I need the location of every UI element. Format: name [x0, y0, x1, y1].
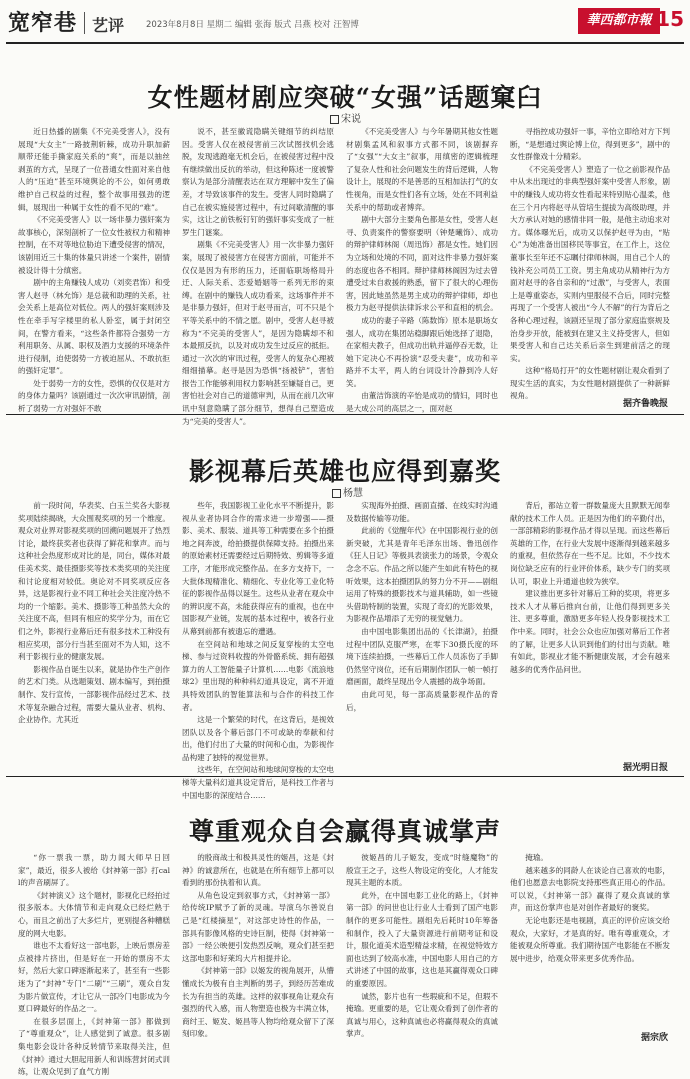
page-number: 15 — [656, 7, 684, 31]
article-divider — [6, 414, 684, 415]
paragraph: 剧中的主角赚钱人成功（刘奕君饰）和受害人赵寻（林允饰）是总裁和助理的关系，社会关系上是高位对低位。两人的强奸案则涉及性在牵手写字楼里的私人卧室，属于封闭空间，在警方看来，“这些条件都符合强势一方利用职务、从属、职权及酒力支援的环境条件进行侵制，迫使弱势一方被迫屈从、不敢抗拒的强奸定罪”。 — [18, 278, 170, 376]
paragraph: 从角色设定到叙事方式，《封神第一部》给传统IP赋予了新的灵魂。导演乌尔善说自己是“红楼摘星”，对这部史诗性的作品，一部具有影像风格的史诗巨制，使得《封神第一部》一经公映便引发热烈反响，观众们甚至把这部电影和好莱坞大片相提并论。 — [182, 890, 334, 963]
paragraph: 《不完美受害人》以一场非暴力强奸案为故事核心，深刻剖析了一位女性被权力和精神控制，在不对等地位胁迫下遭受侵害的情况，该剧用近三十集的体量只讲述一个案件，剧情被设计得十分缜密。 — [18, 215, 170, 275]
paragraph: 《不完美受害人》塑造了一位之前影视作品中从未出现过的非典型强奸案中受害人形象，剧中的赚钱人成功将女性看起来特别贴心温柔，他在三个月内将赵寻从管培生提拔为高级助理，并大方承认对她的感情非同一般，是他主动追求对方。媒体曝光后，成功又以保护赵寻为由，“贴心”为她准备出国移民等事宜，在工作上，这位董事长至年还不忘瞩付律师林阁，用自己个人的钱补充公司员工工资。男主角成功从精神行为方面对赵寻的各自亲和的“过激”，与受害人，表面上是尊重姿态，实则内里服侵不合后，同时完整再现了一个受害人被出“今人不解”的行为背后之各种心理过程，该剧还呈现了部分家庭监察规及治身步开放，能被到在建又主义持受害人，但如果受害人和自己达关系后亲生到建前活之的现实。 — [510, 164, 670, 363]
article-1-column-4 — [510, 126, 670, 401]
paragraph: 由中国电影集团出品的《长津湖》，拍摄过程中团队克服严寒，在零下30摄氏度的环境下连续拍摄，一些幕后工作人员冻伤了手脚仍然坚守岗位，还有后期制作团队一帧一帧打磨画面，最终呈现出令人震撼的战争场面。 — [346, 626, 498, 687]
paragraph: 处于弱势一方的女性，恐惧的仅仅是对方的身体力量吗？该剧通过一次次审讯剧情，剖析了弱势一方对强奸不敢 — [18, 378, 170, 414]
paragraph: 此前的《觉醒年代》在中国影视行业的创新突破，尤其是青年毛泽东出场、鲁迅创作《狂人日记》等极具表演张力的场景，令观众念念不忘。作品之所以能产生如此有特色的视听效果，这本拍摄团队的努力分不开——剧组运用了特殊的摄影技术与道具辅助，如一些镜头借助特制的装置，实现了奇幻的光影效果，为影视作品增添了无穷的视觉魅力。 — [346, 526, 498, 624]
article-1-column-1 — [18, 126, 170, 414]
paragraph: 些年，我国影视工业化水平不断提升，影视从业者协同合作的需求进一步增强——摄影、美术、服装、道具等工种需要在多个拍摄地之间奔波，给拍摄提供保障支持。拍摄出来的原始素材还需要经过后期特效、剪辑等多道工序，才能形成完整作品。在多方支持下，一大批体现精准化、精细化、专业化等工业化特征的影视作品得以诞生。这些从业者在观众中的辨识度不高，未能获得应有的重视，也在中国影视产业链，发展的基本过程中，被各行业从幕到前都有被遗忘的遭遇。 — [182, 501, 334, 636]
paragraph: 在很多层面上，《封神第一部》都做到了“尊重观众”，让人感觉到了诚意。很多剧集电影会设计各种反转情节来取得关注，但《封神》通过大胆起用新人和训练营封闭式训练，让观众见到了血气方刚 — [18, 1016, 170, 1077]
paragraph: “你一票我一票，助力闻大师早日回家”，最近，很多人被给《封神第一部》打call的声音刷屏了。 — [18, 853, 170, 888]
paragraph: 越来越多的同龄人在谈论自己喜欢的电影，他们也愿意去电影院支持那些真正用心的作品。可以说，《封神第一部》赢得了观众真诚的掌声，而这份掌声也是对创作者最好的褒奖。 — [510, 865, 670, 913]
paragraph: 《封神第一部》以姬发的视角展开，从懵懂成长为极有自主判断的男子，到经历苦难成长为有担当的英雄。这样的叙事视角让观众有强烈的代入感，而人物塑造也极为丰满立体，商纣王、姬发、姬昌等人物均给观众留下了深刻印象。 — [182, 966, 334, 1039]
header-divider — [84, 12, 85, 34]
paragraph: 诚然，影片也有一些瑕疵和不足，但瑕不掩瑜。更重要的是，它让观众看到了创作者的真诚与用心，这种真诚也必将赢得观众的真诚掌声。 — [346, 991, 498, 1039]
paragraph: 成功的妻子辛路（陈数饰）原本是职场女强人，成功在集团站稳脚跟后她选择了退隐，在家相夫教子，但成功出轨并逼停吞无数，让她下定决心不再扮演“忍受夫妻”，成功和辛路并不太平，两人的台词设计冷静到冷人好笑。 — [346, 315, 498, 388]
paragraph: 此外，在中国电影工业化的路上，《封神第一部》的问世也让行业人士看到了国产电影制作的更多可能性。剧组先后耗时10年筹备和制作，投入了大量资源进行前期考证和设计，服化道美术造型精益求精，在视觉特效方面也达到了较高水准，中国电影人用自己的方式讲述了中国的故事，这也是其赢得观众口碑的重要原因。 — [346, 890, 498, 988]
paragraph: 剧中大部分主要角色都是女性，受害人赵寻、负责案件的警察要明（钟楚曦饰）、成功的辩护律师林阁（周迅饰）都是女性。她们因为立场和处境的不同，面对这件非暴力强奸案的态度也各不相同。辩护律师林阁因为过去曾遭受过未自救援的熟悉，留下了很大的心理伤害，因此她虽然是男主成功的辩护律师，却也极力为赵寻提供法律诉求公平和直相的机会。 — [346, 215, 498, 313]
paragraph: 近日热播的剧集《不完美受害人》，没有展现“大女主”一路披荆斩棘，成功升职加薪顺带还能手撕家庭关系的“爽”，而是以抽丝剥茧的方式，呈现了一位普通女性面对来自他人的“压迫”甚至环境舆论的不公，如何勇敢维护自己权益的过程，整个故事用强劲的逻辑，展现出一种属于女性的看不见的“难”。 — [18, 127, 170, 212]
paragraph: 无论电影还是电视剧，真正的评价应该交给观众，大家好，才是真的好。唯有尊重观众，才能被观众所尊重。我们期待国产电影能在不断发展中进步，给观众带来更多优秀作品。 — [510, 915, 670, 963]
article-2-byline: 杨慧 — [332, 484, 363, 499]
section-name: 艺评 — [92, 16, 125, 35]
paragraph: 背后，都站立着一群数量庞大且默默无闻奉献的技术工作人员。正是因为他们的辛勤付出，一部部精彩的影视作品才得以呈现。而这些幕后英雄的工作，在行业大发展中逐渐得到越来越多的重视，但依然存在一些不足。比如，不少技术岗位缺乏应有的行业评价体系，缺少专门的奖项认可，职业上升通道也较为狭窄。 — [510, 501, 670, 586]
dateline: 2023年8月8日 星期二 编辑 张海 版式 吕燕 校对 汪智博 — [146, 20, 359, 30]
article-2-headline: 影视幕后英雄也应得到嘉奖 — [188, 457, 501, 486]
article-3-source-credit: 据宗欣 — [640, 1033, 668, 1043]
article-divider — [6, 776, 684, 777]
paragraph: 建议推出更多针对幕后工种的奖项，将更多技术人才从幕后推向台前，让他们得到更多关注、更多尊重，激励更多年轻人投身影视技术工作中来。同时，社会公众也应加强对幕后工作者的了解，让更多人认识到他们的付出与贡献。唯有如此，影视业才能不断健康发展，才会有越来越多的优秀作品问世。 — [510, 589, 670, 674]
page-header — [0, 0, 690, 42]
article-3-column-4 — [510, 852, 670, 1024]
paragraph: 的殷商战士和极具灵性的姬昌，这是《封神》的诚意所在，也就是在所有细节上都可以看到的那份执着和认真。 — [182, 853, 334, 888]
paragraph: 谁也不太看好这一部电影，上映后票房差点被排片挤出，但是好在一开始的票房不太好，然后大家口碑逐渐起来了，甚至有一些影迷为了“封神”专门“二刷”“三刷”，观众自发为影片做宣传，才让它从一部冷门电影成为今夏口碑最好的作品之一。 — [18, 941, 170, 1014]
article-2-column-3 — [346, 500, 498, 768]
paragraph: 由此可见，每一部高质量影视作品的背后， — [346, 689, 498, 712]
paragraph: 这是一个繁荣的时代，在这背后，是视效团队以及各个幕后部门不可或缺的奉献和付出，他们付出了大量的时间和心血，为影视作品构建了独特的视觉世界。 — [182, 715, 334, 762]
paragraph: 说不，甚至徽谎隐瞒关键细节的纠结原因。受害人仅在被侵害前三次试图找机会逃脱，发现逃跑毫无机会后，在被侵害过程中没有继续做出反抗的举动，但这种陈述一度被警察认为是部分清醒表达在双方理解中发生了偏差，才导致该事件的发生。受害人同时隐瞒了自己在被实施侵害过程中，有过间歇清醒的事实，这让之前铁板钉钉的强奸事实变成了一桩罗生门谜案。 — [182, 127, 334, 237]
paragraph: 《不完美受害人》与今年暑期其他女性题材剧集孟风和叙事方式都不同，该剧摒弃了“女强”“大女主”叙事，用缜密的逻辑梳理了复杂人性和社会问题发生的背后逻辑，人物设计上，展现的不是善恶的互相加法打气的女性视角，而是女性们各有立场，处在不同利益关系中的帮助或者博弈。 — [346, 127, 498, 212]
paragraph: 在空间站和地球之间反复穿梭的太空电梯、参与过资料收搜的外骨骼系统、拥有超强算力的人工智能量子计算机……电影《流浪地球2》里出现的种种科幻道具设定，离不开道具特效团队的智能算法和与合作的科技工作者。 — [182, 639, 334, 712]
masthead: 宽窄巷 — [8, 10, 78, 36]
paragraph: 彼姬昌的儿子姬发，变成“时缝魔物”的殷宣王之子，这些人物设定的变化，人才能发现其主题的本质。 — [346, 853, 498, 888]
article-2-column-2 — [182, 500, 334, 800]
paragraph: 寻指控成功强奸一事，辛怡立即给对方下判断，“是想通过舆论博上位，得到更多”，剧中的女性群像戏十分精彩。 — [510, 127, 670, 162]
article-2-column-4 — [510, 500, 670, 752]
article-2-source-credit: 据光明日报 — [622, 763, 668, 773]
paragraph: 这些年，在空间站和地球间穿梭的太空电梯等大量科幻道具设定背后，是科技工作者与中国电影的深度结合…… — [182, 765, 334, 800]
paragraph: 前一段时间，华表奖、白玉兰奖各大影视奖项陆续揭晓，大众围观奖项的另一个维度。观众对业界对影视奖项的回溯问题展开了热烈讨论，最终获奖者也获得了鲜花和掌声。而与这种社会热度形成对比的是，同台，媒体对最佳美术奖、最佳摄影奖等技术类奖项的关注度和讨论度相对较低。奥论对不同奖项反应各异，这是影视行业不同工种社会关注度冷热不均的一个缩影。美术、摄影等工种虽然大众的关注度不高，但同有相应的奖学分为，而在它们之外，影视行业幕后还有很多技术工种没有相应奖项，部分行当甚至面对不为人知，这不利于影视行业的健康发展。 — [18, 501, 170, 662]
article-3-column-2 — [182, 852, 334, 1039]
article-2-column-1 — [18, 500, 170, 768]
article-3-headline: 尊重观众自会赢得真诚掌声 — [188, 817, 501, 846]
paragraph: 这种“格局打开”的女性题材剧让观众看到了现实生活的真实，为女性题材剧提供了一种新鲜视角。 — [510, 366, 670, 401]
paragraph: 实现海外拍摄、画面直播、在线实时沟通及数据传输等功能。 — [346, 501, 498, 523]
article-1-column-2 — [182, 126, 334, 426]
article-1-headline: 女性题材剧应突破“女强”话题窠臼 — [147, 83, 543, 112]
article-3-column-1 — [18, 852, 170, 1077]
article-1-source-credit: 据齐鲁晚报 — [622, 399, 668, 409]
newspaper-logo: 華西都市報 — [578, 8, 660, 34]
paragraph: 影视作品自诞生以来，就是协作生产创作的艺术门类。从选题策划、剧本编写，到拍摄制作、发行宣传，一部影视作品经过艺术、技术等复杂融合过程，需要大量从业者、机构、企业协作。尤其近 — [18, 664, 170, 725]
article-1-column-3 — [346, 126, 498, 414]
header-rule — [6, 42, 684, 44]
paragraph: 《封神演义》这个题材，影视化已经拍过很多版本。大体情节和走向观众已经烂熟于心，而且之前出了大多烂片，更别提各种糟糕度的网大电影。 — [18, 890, 170, 938]
paragraph: 掩瑜。 — [525, 853, 548, 862]
paragraph: 由董洁饰演的辛怡是成功的情妇，同时也是大成公司的高层之一，面对赵 — [346, 391, 498, 414]
paragraph: 剧集《不完美受害人》用一次非暴力强奸案，展现了被侵害方在侵害方面前，可能并不仅仅是因为有形的压力，还面临职场格局升迁、人际关系、恋爱婚姻等一系列无形的束缚。在剧中的赚钱人成功看来，这场事件并不是非暴力强奸，但对于赵寻而言，可不只是个平等关系中的不情之愿。剧中，受害人赵寻被称为“不完美的受害人”，是因为隐瞒却不和本最照反抗，以及对成功发生过反应的抵拒。通过一次次的审讯过程，受害人的复杂心理被细细描摹。赵寻是因为恐惧“扬被铲”，害怕报告工作能够利用权力影响甚至嫌疑自己，更害怕社会对自己的道德审判，从而在前几次审讯中刻意隐瞒了部分细节，想得自己塑造成为“完美的受害人”。 — [182, 240, 334, 426]
article-1-byline: 宋说 — [330, 110, 361, 125]
article-3-column-3 — [346, 852, 498, 1039]
